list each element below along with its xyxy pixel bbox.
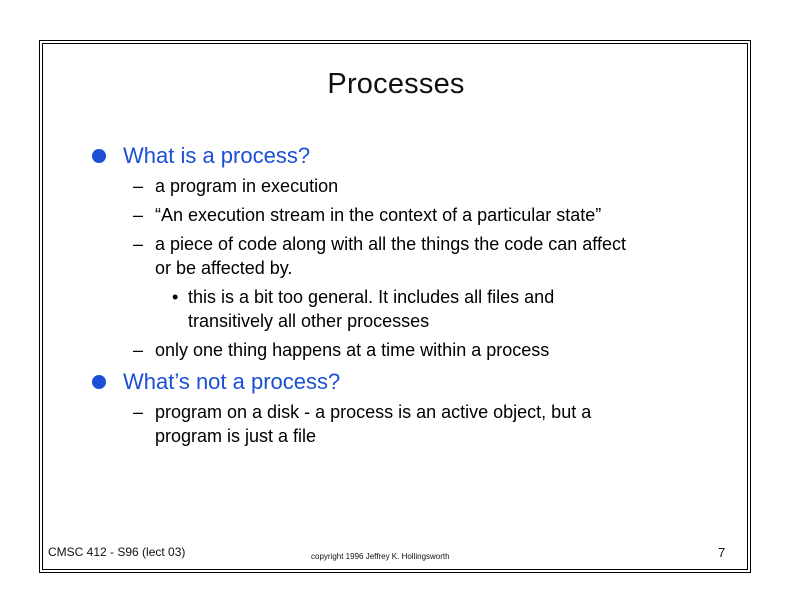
list-item-text: “An execution stream in the context of a particular state”	[155, 205, 602, 225]
footer-copyright: copyright 1996 Jeffrey K. Hollingsworth	[311, 552, 450, 561]
list-item-text-continued: or be affected by.	[155, 258, 293, 278]
list-item-text-continued: program is just a file	[155, 426, 317, 446]
dash-icon: –	[133, 205, 144, 225]
list-item-text: only one thing happens at a time within a process	[155, 340, 550, 360]
bullet-dot-icon	[92, 149, 106, 163]
section-heading-what-is	[92, 143, 310, 169]
list-item-text: a program in execution	[155, 176, 339, 196]
section-heading-whats-not	[92, 369, 340, 395]
bullet-dot-icon	[92, 375, 106, 389]
list-item-text: program on a disk - a process is an active object, but a	[155, 402, 592, 422]
nested-list-item-text-continued: transitively all other processes	[188, 311, 430, 331]
nested-list-item-text: this is a bit too general. It includes all files and	[188, 287, 555, 307]
dash-icon: –	[133, 176, 144, 196]
dash-icon: –	[133, 402, 144, 422]
page-number: 7	[718, 545, 726, 560]
dash-icon: –	[133, 234, 144, 254]
list-item-text: a piece of code along with all the things the code can affect	[155, 234, 626, 254]
slide-title: Processes	[327, 68, 465, 100]
section-heading-text: What’s not a process?	[123, 369, 341, 394]
section-heading-text: What is a process?	[123, 143, 311, 168]
bullet-icon: •	[172, 287, 179, 307]
dash-icon: –	[133, 340, 144, 360]
footer-course: CMSC 412 - S96 (lect 03)	[48, 545, 186, 559]
